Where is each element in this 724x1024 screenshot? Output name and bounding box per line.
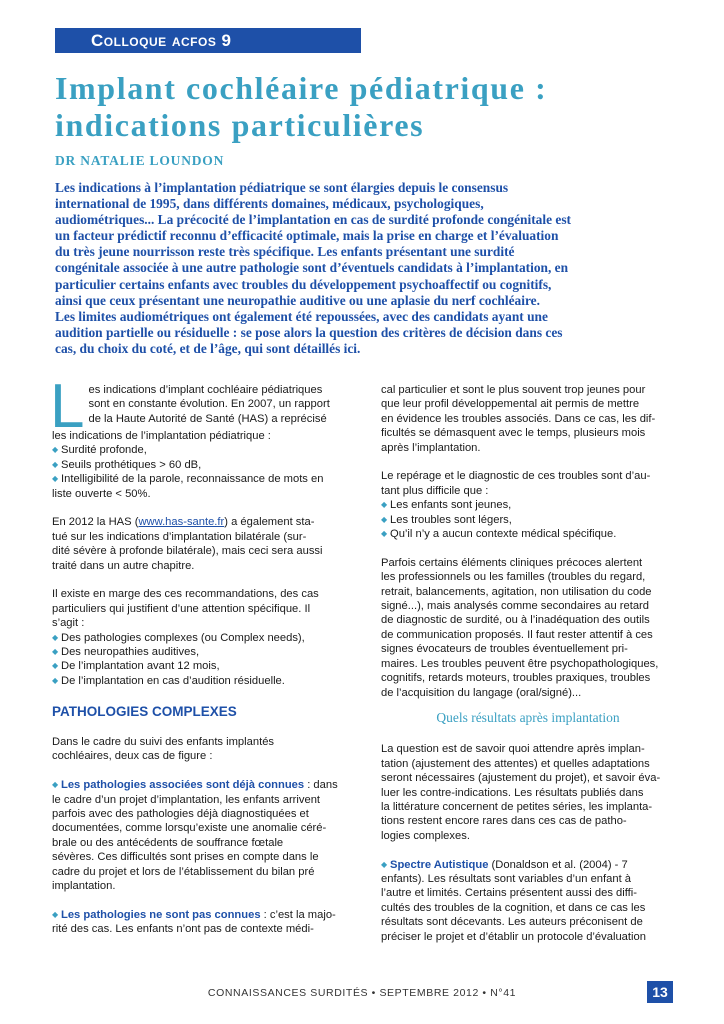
bullet-diamond-icon: ◆: [381, 529, 388, 539]
list-item: ◆ Des pathologies complexes (ou Complex needs),: [52, 631, 305, 644]
title-line-1: Implant cochléaire pédiatrique :: [55, 70, 548, 106]
abstract-line: du très jeune nourrisson reste très spécifique. Les enfants présentant une surdité: [55, 244, 515, 260]
paragraph-line: documentées, comme lorsqu’existe une anomalie céré-: [52, 822, 327, 835]
paragraph-line: cognitifs, retards moteurs, troubles praxiques, troubles: [381, 672, 651, 685]
continued-paragraph: [381, 383, 675, 455]
bullet-diamond-icon: ◆: [52, 780, 59, 790]
section-heading: PATHOLOGIES COMPLEXES: [52, 703, 237, 719]
header-banner: [55, 28, 361, 53]
paragraph-line: maires. Les troubles peuvent être psychopathologiques,: [381, 657, 659, 670]
paragraph-line: la littérature concernent de petites séries, les implanta-: [381, 800, 653, 813]
spectre-label: Spectre Autistique: [390, 858, 489, 871]
paragraph-line: cal particulier et sont le plus souvent trop jeunes pour: [381, 384, 646, 396]
paragraph-line: enfants). Les résultats sont variables d’un enfant à: [381, 872, 632, 885]
abstract-line: Les indications à l’implantation pédiatrique se sont élargies depuis le consensus: [55, 180, 509, 195]
paragraph-line: dité sévère à profonde bilatérale), mais ceci sera aussi: [52, 545, 323, 558]
intro-line: es indications d’implant cochléaire pédiatriques: [88, 384, 323, 396]
page-number: 13: [647, 981, 673, 1003]
case-known-paragraph: ◆ Les pathologies associées sont déjà connues : dans le cadre d’un projet d’implantation, les enfants arrivent parfois avec des pathologies déjà diagnostiquées et documentées, comme lorsqu’existe une anomalie céré- brale ou des antécédents de souffrance fœtale sévères. Ces difficultés sont prises en compte dans le cadre du projet et lors de l’établissement du bilan pré implantation.: [52, 778, 346, 893]
paragraph-line: sévères. Ces difficultés sont prises en compte dans le: [52, 851, 319, 864]
has-paragraph: En 2012 la HAS (www.has-sante.fr) a également sta- tué sur les indications d’implantation bilatérale (sur- dité sévère à profonde bilatérale), mais ceci sera aussi traité dans un autre chapitre.: [52, 515, 346, 573]
paragraph-line: luer les contre-indications. Les résultats publiés dans: [381, 786, 644, 799]
paragraph-line: s’agit :: [52, 617, 85, 630]
intro-line: de la Haute Autorité de Santé (HAS) a reprécisé: [88, 412, 327, 425]
paragraph-line: La question est de savoir quoi attendre après implan-: [381, 743, 645, 756]
paragraph-line: seront nécessaires (ajustement du projet), et savoir éva-: [381, 772, 661, 785]
abstract-line: particulier certains enfants avec troubles du développement psychoaffectif ou cognitifs,: [55, 276, 552, 292]
case-list: [52, 631, 346, 689]
paragraph-line: ficultés se démasquent avec le temps, plusieurs mois: [381, 427, 646, 440]
paragraph-line: particuliers qui justifient d’une attention spécifique. Il: [52, 602, 311, 615]
question-paragraph: [381, 742, 675, 843]
bullet-diamond-icon: ◆: [381, 859, 388, 869]
footer-text: CONNAISSANCES SURDITÉS • SEPTEMBRE 2012 • N°41: [207, 987, 517, 999]
paragraph-line: résultats sont décevants. Les auteurs préconisent de: [381, 916, 643, 929]
paragraph-line: en évidence les troubles associés. Dans ce cas, les dif-: [381, 412, 656, 425]
right-column: [381, 383, 675, 944]
banner-text: Colloque acfos 9: [91, 31, 232, 50]
bullet-diamond-icon: ◆: [52, 909, 59, 919]
list-item-continued: liste ouverte < 50%.: [52, 487, 151, 500]
parfois-paragraph: [381, 556, 675, 700]
bullet-diamond-icon: ◆: [52, 632, 59, 642]
cadre-paragraph: [52, 735, 346, 764]
paragraph-line: implantation.: [52, 880, 116, 893]
bullet-diamond-icon: ◆: [52, 459, 59, 469]
paragraph-line: traité dans un autre chapitre.: [52, 559, 195, 572]
left-column: [50, 372, 346, 937]
abstract-line: ainsi que ceux présentant une neuropathie auditive ou une aplasie du nerf cochléaire.: [55, 292, 540, 308]
paragraph-line: Le repérage et le diagnostic de ces troubles sont d’au-: [381, 470, 651, 483]
abstract-line: congénitale associée à une autre pathologie sont d’éventuels candidats à l’implantation, en: [55, 260, 569, 276]
paragraph-line: signes évocateurs de troubles éventuellement pri-: [381, 643, 628, 656]
paragraph-line: cadre du projet et lors de l’établissement du bilan pré: [52, 865, 315, 878]
intro-line: sont en constante évolution. En 2007, un rapport: [88, 398, 330, 411]
paragraph-line: tation (ajustement des attentes) et quelles adaptations: [381, 757, 650, 770]
paragraph-line: signé...), mais analysés comme secondaires au retard: [381, 600, 649, 613]
bullet-diamond-icon: ◆: [381, 500, 388, 510]
list-item: ◆ De l’implantation avant 12 mois,: [52, 660, 220, 673]
author-name: DR NATALIE LOUNDON: [55, 153, 225, 168]
paragraph-line: Dans le cadre du suivi des enfants implantés: [52, 736, 275, 749]
list-item: ◆ Qu’il n’y a aucun contexte médical spécifique.: [381, 528, 617, 541]
abstract-line: un facteur prédictif reconnu d’efficacité optimale, mais la prise en charge et l’évaluation: [55, 228, 559, 244]
paragraph-line: rité des cas. Les enfants n’ont pas de contexte médi-: [52, 923, 314, 936]
marge-paragraph: [52, 587, 346, 630]
bullet-diamond-icon: ◆: [52, 474, 59, 484]
paragraph-line: de l’acquisition du langage (oral/signé)...: [381, 686, 582, 699]
indication-list: [52, 443, 346, 501]
paragraph-line: tant plus difficile que :: [381, 484, 489, 497]
abstract-line: audiométriques... La précocité de l’implantation en cas de surdité profonde congénitale est: [55, 212, 572, 228]
abstract-line: Les limites audiométriques ont également été repoussées, avec des candidats ayant une: [55, 308, 548, 324]
intro-paragraph: [50, 372, 346, 443]
paragraph-line: Parfois certains éléments cliniques précoces alertent: [381, 556, 643, 569]
list-item: ◆ Intelligibilité de la parole, reconnaissance de mots en: [52, 473, 324, 486]
paragraph-line: après l’implantation.: [381, 441, 481, 454]
reperage-paragraph: [381, 469, 675, 498]
paragraph-line: parfois avec des pathologies déjà diagnostiquées et: [52, 808, 309, 821]
paragraph-line: logies complexes.: [381, 829, 470, 842]
bullet-diamond-icon: ◆: [52, 647, 59, 657]
list-item: ◆ Seuils prothétiques > 60 dB,: [52, 458, 202, 471]
abstract-line: audition partielle ou résiduelle : se pose alors la question des critères de décision dans ces: [55, 324, 563, 340]
list-item: ◆ Les enfants sont jeunes,: [381, 499, 512, 512]
paragraph-line: tué sur les indications d’implantation bilatérale (sur-: [52, 530, 307, 543]
article-title: [55, 70, 675, 144]
subsection-heading: Quels résultats après implantation: [436, 709, 620, 725]
list-item: ◆ Les troubles sont légers,: [381, 513, 512, 526]
paragraph-line: l’autre et limités. Certains présentent aussi des diffi-: [381, 887, 637, 900]
abstract: [55, 180, 673, 357]
difficulty-list: [381, 498, 675, 541]
abstract-line: cas, du choix du coté, et de l’âge, qui sont détaillés ici.: [55, 340, 361, 356]
paragraph-line: brale ou des antécédents de souffrance fœtale: [52, 836, 284, 849]
list-item: ◆ Des neuropathies auditives,: [52, 646, 200, 659]
paragraph-line: le cadre d’un projet d’implantation, les enfants arrivent: [52, 793, 321, 806]
title-line-2: indications particulières: [55, 107, 425, 143]
paragraph-line: de diagnostic de surdité, ou à l’inadéquation des outils: [381, 614, 650, 627]
bullet-diamond-icon: ◆: [381, 514, 388, 524]
paragraph-line: tions restent encore rares dans ces cas de patho-: [381, 815, 627, 828]
bullet-diamond-icon: ◆: [52, 445, 59, 455]
paragraph-line: préciser le projet et d’établir un protocole d’évaluation: [381, 930, 646, 943]
paragraph-line: de communication proposés. Il faut rester attentif à ces: [381, 628, 653, 641]
list-item: ◆ De l’implantation en cas d’audition résiduelle.: [52, 674, 285, 687]
paragraph-line: retrait, balancements, agitation, non utilisation du code: [381, 585, 652, 598]
drop-cap: L: [50, 372, 85, 441]
bullet-diamond-icon: ◆: [52, 661, 59, 671]
paragraph-line: que leur profil développemental ait permis de mettre: [381, 398, 640, 411]
spectre-paragraph: ◆ Spectre Autistique (Donaldson et al. (2004) - 7 enfants). Les résultats sont variables d’un enfant à l’autre et limités. Certains présentent aussi des diffi- cultés des troubles de la cognition, et dans ce cas les résultats sont décevants. Les auteurs préconisent de préciser le projet et d’établir un protocole d’évaluation: [381, 858, 675, 944]
has-website-link[interactable]: www.has-sante.fr: [138, 516, 225, 529]
paragraph-line: cochléaires, deux cas de figure :: [52, 750, 213, 763]
case-unknown-label: Les pathologies ne sont pas connues: [61, 908, 261, 921]
abstract-line: international de 1995, dans différents domaines, médicaux, psychologiques,: [55, 196, 484, 212]
intro-line: les indications de l’implantation pédiatrique :: [52, 430, 271, 442]
bullet-diamond-icon: ◆: [52, 675, 59, 685]
case-unknown-paragraph: ◆ Les pathologies ne sont pas connues : c’est la majo- rité des cas. Les enfants n’ont pas de contexte médi-: [52, 908, 346, 937]
case-known-label: Les pathologies associées sont déjà connues: [61, 779, 305, 792]
paragraph-line: cultés des troubles de la cognition, et dans ce cas les: [381, 901, 646, 914]
paragraph-line: Il existe en marge des ces recommandations, des cas: [52, 588, 319, 601]
list-item: ◆ Surdité profonde,: [52, 444, 147, 457]
paragraph-line: les professionnels ou les familles (troubles du regard,: [381, 571, 646, 584]
